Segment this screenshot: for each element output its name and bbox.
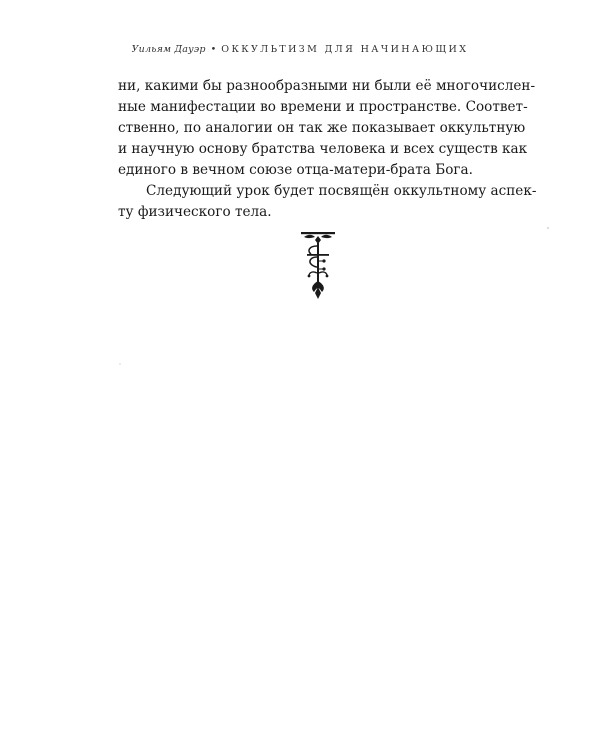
text-line: ственно, по аналогии он так же показывает оккультную [118,120,526,136]
paragraph-1 [118,76,536,181]
header-author: Уильям Дауэр [131,44,206,55]
body-text [118,76,537,223]
text-line: единого в вечном союзе отца-матери-брата Бога. [118,162,473,178]
text-line: ные манифестации во времени и пространстве. Соответ- [118,99,528,115]
text-line: Следующий урок будет посвящён оккультному аспек- [146,183,537,199]
header-separator: • [210,44,217,55]
text-line: ту физического тела. [118,204,272,220]
header-book-title: ОККУЛЬТИЗМ ДЛЯ НАЧИНАЮЩИХ [221,44,469,55]
fleuron-ornament-icon [298,229,338,301]
paragraph-2 [118,181,537,223]
text-line: ни, какими бы разнообразными ни были её многочислен- [118,78,536,94]
text-line: и научную основу братства человека и всех существ как [118,141,528,157]
running-header [0,44,600,55]
